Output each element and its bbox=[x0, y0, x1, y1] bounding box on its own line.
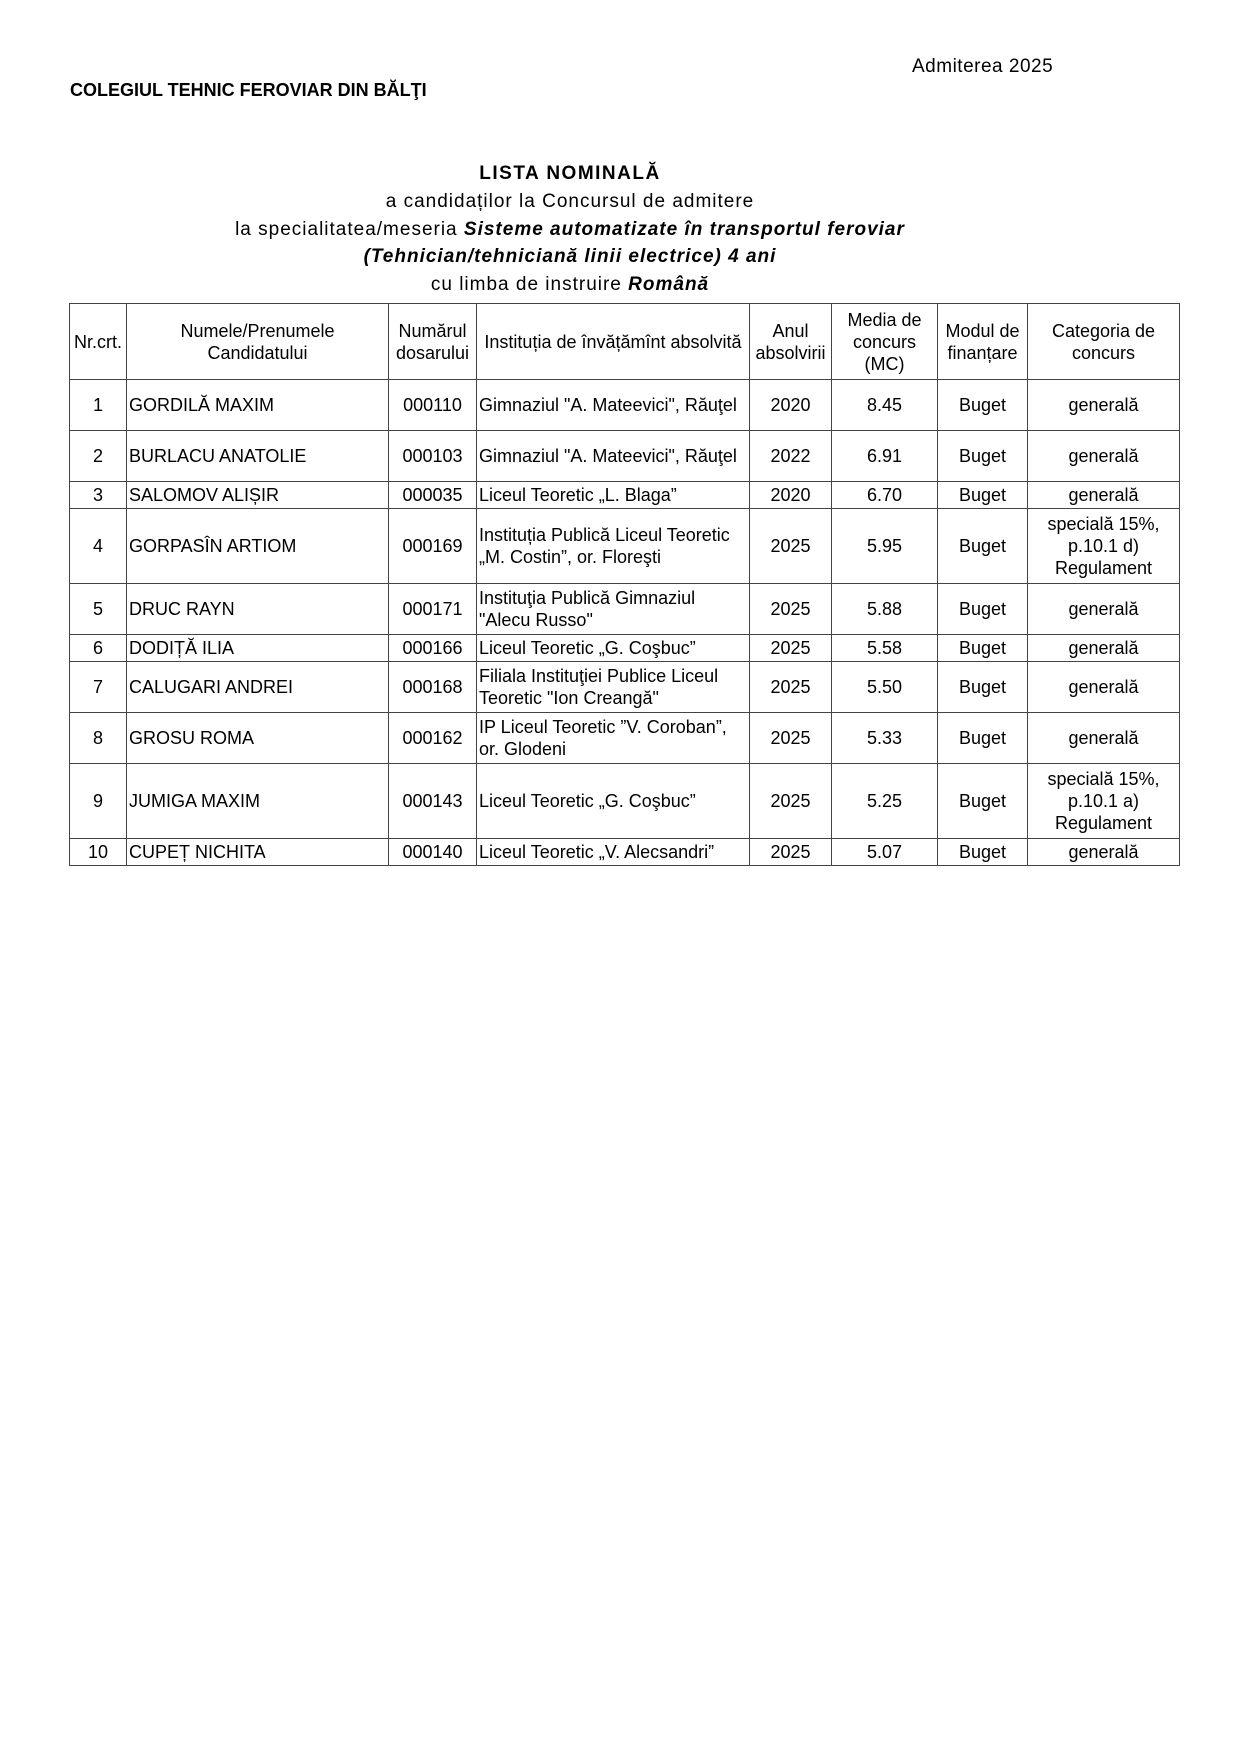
file-number: 000103 bbox=[389, 431, 477, 482]
table-row bbox=[70, 764, 1180, 839]
graduation-year: 2020 bbox=[750, 482, 832, 509]
funding-mode: Buget bbox=[938, 662, 1028, 713]
candidate-name: DODIȚĂ ILIA bbox=[127, 635, 389, 662]
column-header-nr: Nr.crt. bbox=[70, 304, 127, 380]
language-line bbox=[0, 274, 1140, 296]
row-number: 2 bbox=[70, 431, 127, 482]
funding-mode: Buget bbox=[938, 482, 1028, 509]
column-header-name: Numele/Prenumele Candidatului bbox=[127, 304, 389, 380]
table-row bbox=[70, 482, 1180, 509]
column-header-average: Media de concurs (MC) bbox=[832, 304, 938, 380]
funding-mode: Buget bbox=[938, 509, 1028, 584]
instruction-language: Română bbox=[628, 274, 710, 295]
specialty-prefix: la specialitatea/meseria bbox=[235, 219, 464, 240]
graduation-year: 2022 bbox=[750, 431, 832, 482]
competition-average: 5.25 bbox=[832, 764, 938, 839]
competition-category: generală bbox=[1028, 662, 1180, 713]
row-number: 3 bbox=[70, 482, 127, 509]
funding-mode: Buget bbox=[938, 839, 1028, 866]
candidate-name: JUMIGA MAXIM bbox=[127, 764, 389, 839]
candidate-name: CUPEȚ NICHITA bbox=[127, 839, 389, 866]
candidate-name: DRUC RAYN bbox=[127, 584, 389, 635]
table-row bbox=[70, 635, 1180, 662]
competition-average: 5.07 bbox=[832, 839, 938, 866]
row-number: 10 bbox=[70, 839, 127, 866]
specialty-name: Sisteme automatizate în transportul feroviar bbox=[463, 219, 905, 240]
graduation-year: 2025 bbox=[750, 584, 832, 635]
candidate-name: CALUGARI ANDREI bbox=[127, 662, 389, 713]
column-header-funding: Modul de finanțare bbox=[938, 304, 1028, 380]
file-number: 000166 bbox=[389, 635, 477, 662]
institution-name: Filiala Instituţiei Publice Liceul Teoretic "Ion Creangă" bbox=[477, 662, 750, 713]
candidate-name: GORPASÎN ARTIOM bbox=[127, 509, 389, 584]
document-title: LISTA NOMINALĂ bbox=[479, 163, 661, 184]
table-row bbox=[70, 584, 1180, 635]
graduation-year: 2025 bbox=[750, 635, 832, 662]
competition-category: generală bbox=[1028, 839, 1180, 866]
institution-name: Gimnaziul "A. Mateevici", Răuţel bbox=[477, 431, 750, 482]
competition-category: generală bbox=[1028, 635, 1180, 662]
funding-mode: Buget bbox=[938, 584, 1028, 635]
competition-average: 5.95 bbox=[832, 509, 938, 584]
table-row bbox=[70, 839, 1180, 866]
competition-category: generală bbox=[1028, 482, 1180, 509]
institution-name: Liceul Teoretic „L. Blaga” bbox=[477, 482, 750, 509]
graduation-year: 2025 bbox=[750, 713, 832, 764]
row-number: 5 bbox=[70, 584, 127, 635]
competition-category: generală bbox=[1028, 380, 1180, 431]
row-number: 9 bbox=[70, 764, 127, 839]
column-header-institution: Instituția de învățămînt absolvită bbox=[477, 304, 750, 380]
competition-category: generală bbox=[1028, 713, 1180, 764]
competition-category: generală bbox=[1028, 584, 1180, 635]
row-number: 8 bbox=[70, 713, 127, 764]
graduation-year: 2025 bbox=[750, 764, 832, 839]
institution-name: Instituţia Publică Gimnaziul "Alecu Russo" bbox=[477, 584, 750, 635]
column-header-graduation-year: Anul absolvirii bbox=[750, 304, 832, 380]
institution-name: Liceul Teoretic „G. Coşbuc” bbox=[477, 635, 750, 662]
competition-category: generală bbox=[1028, 431, 1180, 482]
institution-name: Liceul Teoretic „V. Alecsandri” bbox=[477, 839, 750, 866]
institution-name: Liceul Teoretic „G. Coşbuc” bbox=[477, 764, 750, 839]
file-number: 000140 bbox=[389, 839, 477, 866]
file-number: 000169 bbox=[389, 509, 477, 584]
table-row bbox=[70, 380, 1180, 431]
competition-average: 6.91 bbox=[832, 431, 938, 482]
table-row bbox=[70, 713, 1180, 764]
table-row bbox=[70, 662, 1180, 713]
column-header-category: Categoria de concurs bbox=[1028, 304, 1180, 380]
row-number: 7 bbox=[70, 662, 127, 713]
competition-average: 5.50 bbox=[832, 662, 938, 713]
row-number: 6 bbox=[70, 635, 127, 662]
competition-average: 5.33 bbox=[832, 713, 938, 764]
table-row bbox=[70, 509, 1180, 584]
funding-mode: Buget bbox=[938, 764, 1028, 839]
graduation-year: 2025 bbox=[750, 662, 832, 713]
graduation-year: 2025 bbox=[750, 839, 832, 866]
competition-average: 6.70 bbox=[832, 482, 938, 509]
competition-category: specială 15%, p.10.1 d) Regulament bbox=[1028, 509, 1180, 584]
file-number: 000168 bbox=[389, 662, 477, 713]
funding-mode: Buget bbox=[938, 431, 1028, 482]
competition-category: specială 15%, p.10.1 a) Regulament bbox=[1028, 764, 1180, 839]
table-row bbox=[70, 431, 1180, 482]
competition-average: 5.88 bbox=[832, 584, 938, 635]
file-number: 000035 bbox=[389, 482, 477, 509]
file-number: 000143 bbox=[389, 764, 477, 839]
candidate-name: BURLACU ANATOLIE bbox=[127, 431, 389, 482]
subtitle-line: a candidaților la Concursul de admitere bbox=[385, 191, 755, 212]
candidate-name: GORDILĂ MAXIM bbox=[127, 380, 389, 431]
institution-name: Gimnaziul "A. Mateevici", Răuţel bbox=[477, 380, 750, 431]
file-number: 000171 bbox=[389, 584, 477, 635]
funding-mode: Buget bbox=[938, 380, 1028, 431]
graduation-year: 2020 bbox=[750, 380, 832, 431]
admission-year-label: Admiterea 2025 bbox=[912, 56, 1054, 77]
funding-mode: Buget bbox=[938, 713, 1028, 764]
institution-name: IP Liceul Teoretic ”V. Coroban”, or. Glodeni bbox=[477, 713, 750, 764]
institution-name: Instituția Publică Liceul Teoretic „M. Costin”, or. Floreşti bbox=[477, 509, 750, 584]
graduation-year: 2025 bbox=[750, 509, 832, 584]
row-number: 1 bbox=[70, 380, 127, 431]
college-name: COLEGIUL TEHNIC FEROVIAR DIN BĂLŢI bbox=[70, 80, 427, 100]
candidate-name: SALOMOV ALIȘIR bbox=[127, 482, 389, 509]
candidates-table bbox=[69, 303, 1180, 866]
candidate-name: GROSU ROMA bbox=[127, 713, 389, 764]
competition-average: 8.45 bbox=[832, 380, 938, 431]
column-header-file-number: Numărul dosarului bbox=[389, 304, 477, 380]
row-number: 4 bbox=[70, 509, 127, 584]
funding-mode: Buget bbox=[938, 635, 1028, 662]
language-prefix: cu limba de instruire bbox=[430, 274, 629, 295]
table-header-row bbox=[70, 304, 1180, 380]
competition-average: 5.58 bbox=[832, 635, 938, 662]
specialty-line bbox=[0, 219, 1140, 241]
file-number: 000162 bbox=[389, 713, 477, 764]
qualification-line: (Tehnician/tehniciană linii electrice) 4 ani bbox=[363, 246, 777, 267]
file-number: 000110 bbox=[389, 380, 477, 431]
